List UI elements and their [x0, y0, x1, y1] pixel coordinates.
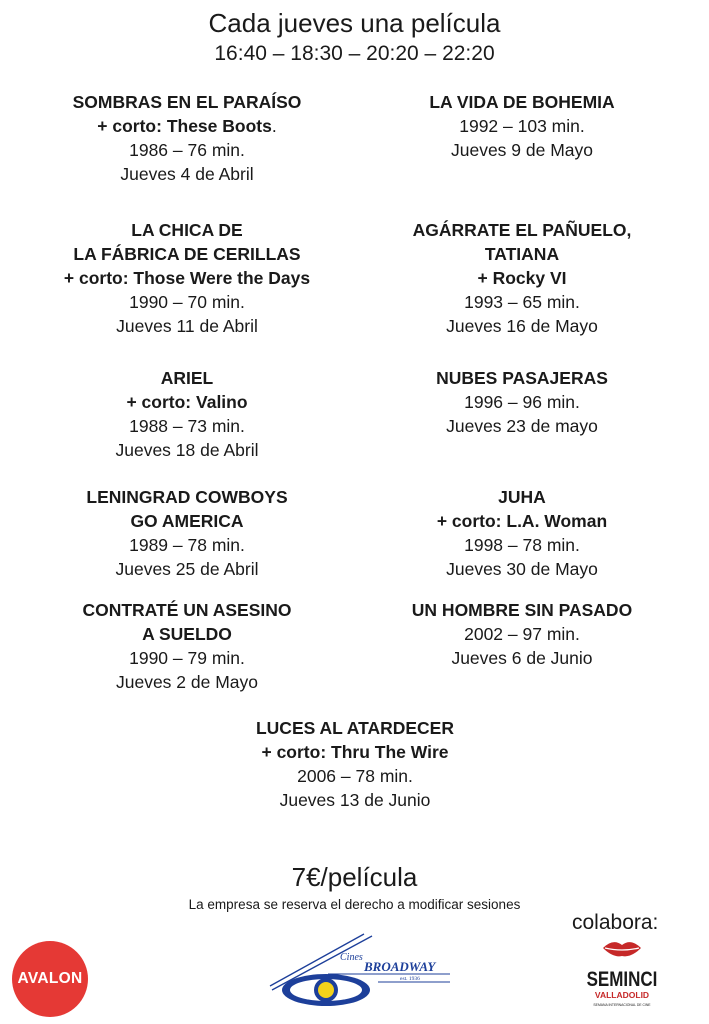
- film-title: LENINGRAD COWBOYS: [86, 487, 288, 507]
- film-year-duration: 1986 – 76 min.: [129, 140, 245, 160]
- film-year-duration: 1988 – 73 min.: [129, 416, 245, 436]
- seminci-logo: [583, 936, 661, 1016]
- film-title: A SUELDO: [142, 624, 232, 644]
- cines-broadway-logo: [268, 930, 458, 1012]
- film-title: LA VIDA DE BOHEMIA: [429, 92, 615, 112]
- page-title: Cada jueves una película: [208, 8, 501, 38]
- film-short: + Rocky VI: [477, 268, 567, 288]
- broadway-name-text: BROADWAY: [364, 959, 436, 974]
- broadway-cines-text: Cines: [340, 952, 363, 963]
- film-item: [190, 716, 520, 812]
- film-date: Jueves 18 de Abril: [115, 440, 259, 460]
- film-item: [357, 90, 687, 162]
- film-short: + corto: Valino: [126, 392, 248, 412]
- film-item: [357, 485, 687, 581]
- film-year-duration: 1993 – 65 min.: [464, 292, 580, 312]
- film-title: LA FÁBRICA DE CERILLAS: [73, 244, 301, 264]
- film-title: JUHA: [498, 487, 546, 507]
- film-year-duration: 1992 – 103 min.: [459, 116, 585, 136]
- film-date: Jueves 6 de Junio: [451, 648, 593, 668]
- film-title: ARIEL: [160, 368, 214, 388]
- film-title: LUCES AL ATARDECER: [255, 718, 454, 738]
- film-item: [22, 90, 352, 186]
- film-date: Jueves 13 de Junio: [279, 790, 431, 810]
- film-year-duration: 1998 – 78 min.: [464, 535, 580, 555]
- film-title: AGÁRRATE EL PAÑUELO,: [412, 220, 632, 240]
- film-short: + corto: Those Were the Days: [63, 268, 311, 288]
- broadway-est-text: est. 1936: [400, 976, 420, 982]
- film-item: [22, 366, 352, 462]
- film-year-duration: 2002 – 97 min.: [464, 624, 580, 644]
- film-title: SOMBRAS EN EL PARAÍSO: [72, 92, 302, 112]
- film-title: TATIANA: [484, 244, 560, 264]
- film-date: Jueves 25 de Abril: [115, 559, 259, 579]
- film-item: [357, 366, 687, 438]
- film-item: [22, 598, 352, 694]
- film-date: Jueves 11 de Abril: [116, 316, 258, 336]
- film-year-duration: 1990 – 70 min.: [129, 292, 245, 312]
- film-date: Jueves 23 de mayo: [446, 416, 598, 436]
- film-title: UN HOMBRE SIN PASADO: [411, 600, 633, 620]
- film-year-duration: 1990 – 79 min.: [129, 648, 245, 668]
- film-title: GO AMERICA: [130, 511, 244, 531]
- film-year-duration: 2006 – 78 min.: [297, 766, 413, 786]
- film-short: + corto: L.A. Woman: [436, 511, 608, 531]
- film-date: Jueves 30 de Mayo: [446, 559, 598, 579]
- film-year-duration: 1996 – 96 min.: [464, 392, 580, 412]
- seminci-city-text: VALLADOLID: [594, 990, 650, 1000]
- film-title: CONTRATÉ UN ASESINO: [82, 600, 292, 620]
- colabora-label: colabora:: [572, 911, 659, 934]
- film-short: + corto: These Boots.: [97, 116, 277, 136]
- price: 7€/película: [291, 862, 418, 892]
- seminci-subtitle-text: SEMANA INTERNACIONAL DE CINE: [593, 1003, 651, 1007]
- seminci-name-text: SEMINCI: [586, 968, 658, 992]
- film-item: [22, 485, 352, 581]
- film-item: [357, 218, 687, 338]
- film-title: NUBES PASAJERAS: [436, 368, 608, 388]
- disclaimer: La empresa se reserva el derecho a modificar sesiones: [188, 897, 521, 912]
- lips-icon: [603, 942, 641, 956]
- avalon-logo: AVALON: [12, 941, 88, 1017]
- film-title: LA CHICA DE: [131, 220, 243, 240]
- film-date: Jueves 9 de Mayo: [450, 140, 594, 160]
- film-item: [357, 598, 687, 670]
- film-date: Jueves 4 de Abril: [120, 164, 254, 184]
- film-date: Jueves 16 de Mayo: [446, 316, 598, 336]
- film-item: [22, 218, 352, 338]
- showtimes: 16:40 – 18:30 – 20:20 – 22:20: [214, 42, 495, 65]
- film-short: + corto: Thru The Wire: [261, 742, 449, 762]
- film-year-duration: 1989 – 78 min.: [129, 535, 245, 555]
- film-date: Jueves 2 de Mayo: [115, 672, 259, 692]
